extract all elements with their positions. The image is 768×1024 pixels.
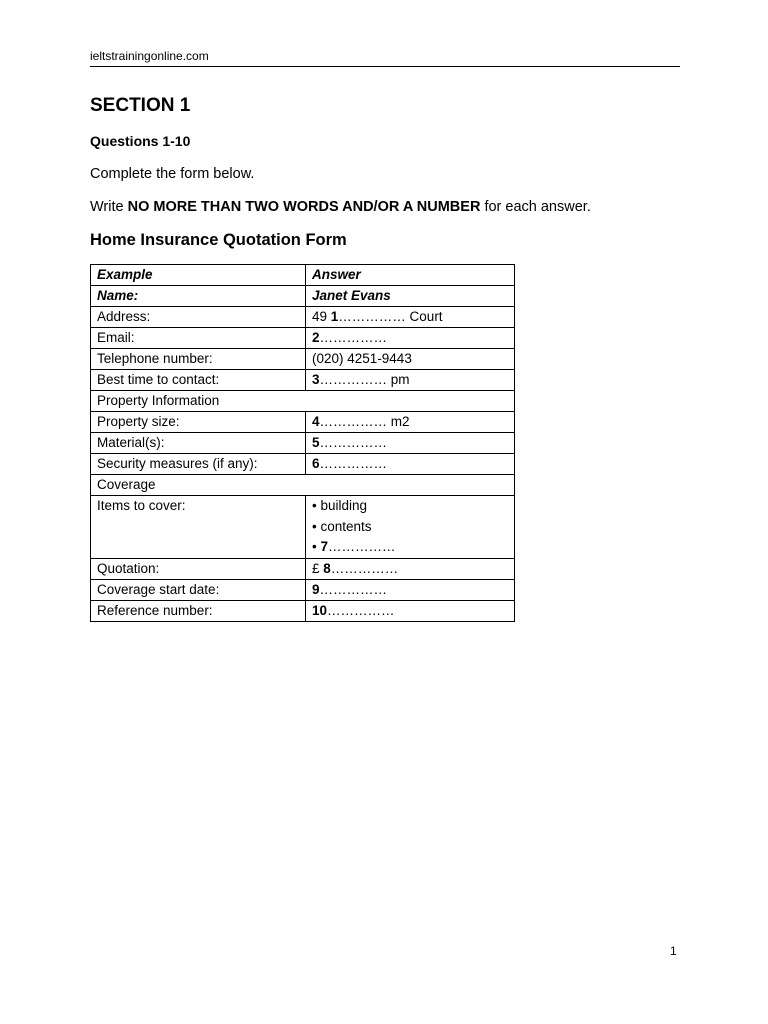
question-number-10: 10 [312,602,328,618]
question-number-7: 7 [320,539,328,554]
question-number-4: 4 [312,414,320,429]
quotation-currency: £ [312,560,324,576]
coverage-section-heading: Coverage [91,475,515,496]
question-number-2: 2 [312,330,320,345]
name-value: Janet Evans [306,286,515,307]
answer-header: Answer [306,265,515,286]
item-contents: • contents [312,518,372,534]
instruction-word-limit: NO MORE THAN TWO WORDS AND/OR A NUMBER [127,199,481,215]
quotation-form-table [90,264,515,622]
table-row-material [91,433,515,454]
item-building: • building [312,498,368,513]
items-value [306,496,515,559]
reference-label: Reference number: [91,600,306,621]
table-row-address [91,307,515,328]
items-label: Items to cover: [91,496,306,559]
phone-value: (020) 4251-9443 [306,349,515,370]
address-label: Address: [91,307,306,328]
item-bullet: • [312,539,321,554]
table-row-quotation [91,558,515,579]
quotation-value [306,558,515,579]
table-row-name [91,286,515,307]
question-number-6: 6 [312,456,320,471]
start-date-value [306,579,515,600]
email-blank: …………… [319,330,388,345]
material-blank: …………… [319,435,388,450]
table-row-email [91,328,515,349]
question-number-8: 8 [323,560,331,576]
table-row-phone [91,349,515,370]
section-title: SECTION 1 [90,95,191,116]
property-size-blank: …………… m2 [319,414,410,429]
example-header: Example [91,265,306,286]
instruction-suffix: for each answer. [480,199,591,215]
item-blank-dots: …………… [328,539,396,554]
name-label: Name: [91,286,306,307]
table-row-start-date [91,579,515,600]
table-row-property-size [91,412,515,433]
instruction-line-1: Complete the form below. [90,166,255,182]
security-value [306,454,515,475]
email-value [306,328,515,349]
start-date-blank: …………… [319,581,388,597]
reference-value [306,600,515,621]
table-row-items [91,496,515,559]
header-site-name: ieltstrainingonline.com [90,49,209,63]
best-time-value [306,370,515,391]
quotation-blank: …………… [330,560,399,576]
instruction-prefix: Write [90,199,128,215]
question-number-5: 5 [312,435,320,450]
question-number-9: 9 [312,581,320,597]
material-value [306,433,515,454]
best-time-label: Best time to contact: [91,370,306,391]
start-date-label: Coverage start date: [91,579,306,600]
property-section-heading: Property Information [91,391,515,412]
address-blank: …………… Court [338,309,443,324]
question-number-1: 1 [330,309,339,324]
form-title: Home Insurance Quotation Form [90,231,347,249]
page-number: 1 [670,944,677,958]
phone-label: Telephone number: [91,349,306,370]
table-row-header [91,265,515,286]
instruction-line-2 [90,198,591,216]
address-value [306,307,515,328]
best-time-blank: …………… pm [319,372,410,387]
security-blank: …………… [319,456,388,471]
security-label: Security measures (if any): [91,454,306,475]
property-size-value [306,412,515,433]
reference-blank: …………… [327,602,395,618]
table-row-best-time [91,370,515,391]
table-row-coverage-section [91,475,515,496]
address-prefix: 49 [312,309,331,324]
table-row-security [91,454,515,475]
item-blank [312,537,508,558]
material-label: Material(s): [91,433,306,454]
questions-label: Questions 1-10 [90,133,191,149]
page-header [90,48,680,67]
email-label: Email: [91,328,306,349]
table-row-property-section [91,391,515,412]
quotation-label: Quotation: [91,558,306,579]
question-number-3: 3 [312,372,320,387]
property-size-label: Property size: [91,412,306,433]
table-row-reference [91,600,515,621]
